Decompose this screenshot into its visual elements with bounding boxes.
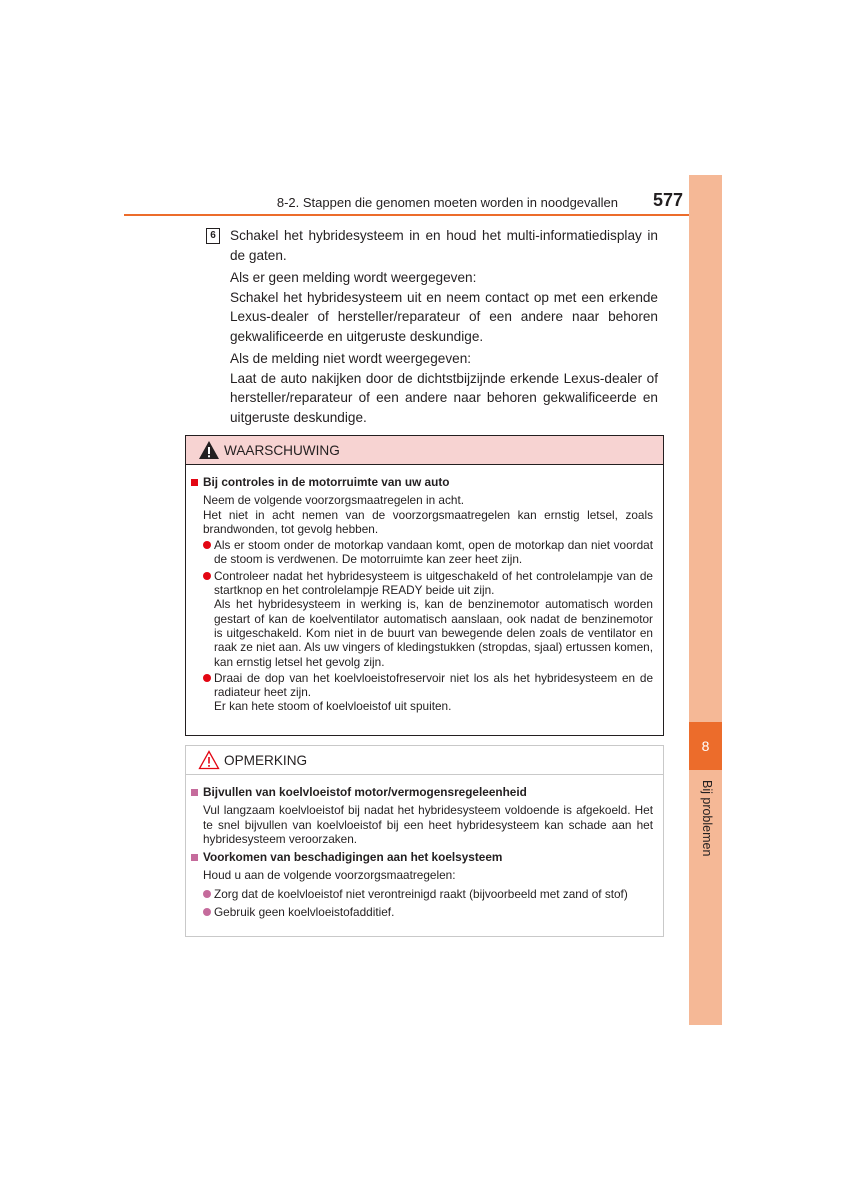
note-header	[186, 746, 663, 775]
dot-bullet-icon	[203, 908, 211, 916]
warning-intro: Neem de volgende voorzorgsmaatregelen in acht. Het niet in acht nemen van de voorzorgsmaatregelen kan ernstig letsel, zoals brandwonden, tot gevolg hebben.	[203, 493, 653, 536]
note-section-title: Voorkomen van beschadigingen aan het koelsysteem	[191, 850, 653, 864]
chapter-title: Bij problemen	[700, 780, 714, 857]
square-bullet-icon	[191, 479, 198, 486]
caution-triangle-icon	[198, 750, 220, 770]
step-number-badge: 6	[206, 228, 220, 244]
warning-header	[186, 436, 663, 465]
step-block	[206, 226, 658, 430]
warning-bullet: Controleer nadat het hybridesysteem is uitgeschakeld of het controlelampje van de startknop en het controlelampje READY beide uit zijn. Als het hybridesysteem in werking is, kan de benzinemotor automatisch worden gestart of kan de koelventilator automatisch aanslaan, ook nadat de benzinemotor is uitgeschakeld. Kom niet in de buurt van bewegende delen zoals de ventilator en raak ze niet aan. Als uw vingers of kledingstukken (stropdas, sjaal) ertussen komen, kan ernstig letsel het gevolg zijn.	[203, 569, 653, 669]
warning-bullet: Als er stoom onder de motorkap vandaan komt, open de motorkap dan niet voordat de stoom is verdwenen. De motorruimte kan zeer heet zijn.	[203, 538, 653, 567]
warning-bullet: Draai de dop van het koelvloeistofreservoir niet los als het hybridesysteem en de radiateur heet zijn. Er kan hete stoom of koelvloeistof uit spuiten.	[203, 671, 653, 714]
square-bullet-icon	[191, 854, 198, 861]
section-header-title: 8-2. Stappen die genomen moeten worden in noodgevallen	[276, 195, 618, 210]
step-paragraph: Als de melding niet wordt weergegeven:	[230, 351, 472, 366]
note-section-text: Houd u aan de volgende voorzorgsmaatregelen:	[203, 868, 456, 883]
warning-body	[186, 465, 663, 714]
header-rule	[124, 214, 689, 216]
dot-bullet-icon	[203, 674, 211, 682]
step-paragraph: Schakel het hybridesysteem in en houd het multi-informatiedisplay in de gaten.	[230, 228, 658, 263]
note-section-text: Vul langzaam koelvloeistof bij nadat het hybridesysteem voldoende is afgekoeld. Het te snel bijvullen van koelvloeistof bij een heet hybridesysteem kan schade aan het hybridesysteem veroorzaken.	[203, 803, 653, 846]
note-box	[185, 745, 664, 937]
page-number: 577	[652, 190, 683, 210]
note-label: OPMERKING	[224, 752, 308, 768]
dot-bullet-icon	[203, 572, 211, 580]
step-paragraph: Schakel het hybridesysteem uit en neem contact op met een erkende Lexus-dealer of hersteller/reparateur of een andere naar behoren gekwalificeerde en uitgeruste deskundige.	[230, 289, 658, 344]
chapter-number: 8	[689, 722, 722, 770]
step-paragraph: Als er geen melding wordt weergegeven:	[230, 270, 477, 285]
note-bullet: Gebruik geen koelvloeistofadditief.	[203, 905, 653, 919]
dot-bullet-icon	[203, 541, 211, 549]
chapter-side-tab	[689, 175, 722, 1025]
warning-triangle-icon	[198, 440, 220, 460]
note-section-title: Bijvullen van koelvloeistof motor/vermogensregeleenheid	[191, 785, 653, 799]
step-paragraph: Laat de auto nakijken door de dichtstbijzijnde erkende Lexus-dealer of hersteller/reparateur of een andere naar behoren gekwalificeerde en uitgeruste deskundige.	[230, 370, 658, 425]
note-body	[186, 775, 663, 919]
warning-box	[185, 435, 664, 736]
dot-bullet-icon	[203, 890, 211, 898]
note-bullet: Zorg dat de koelvloeistof niet verontreinigd raakt (bijvoorbeeld met zand of stof)	[203, 887, 653, 901]
step-body	[230, 226, 658, 427]
square-bullet-icon	[191, 789, 198, 796]
warning-label: WAARSCHUWING	[224, 442, 340, 458]
warning-section-title: Bij controles in de motorruimte van uw auto	[191, 475, 653, 489]
